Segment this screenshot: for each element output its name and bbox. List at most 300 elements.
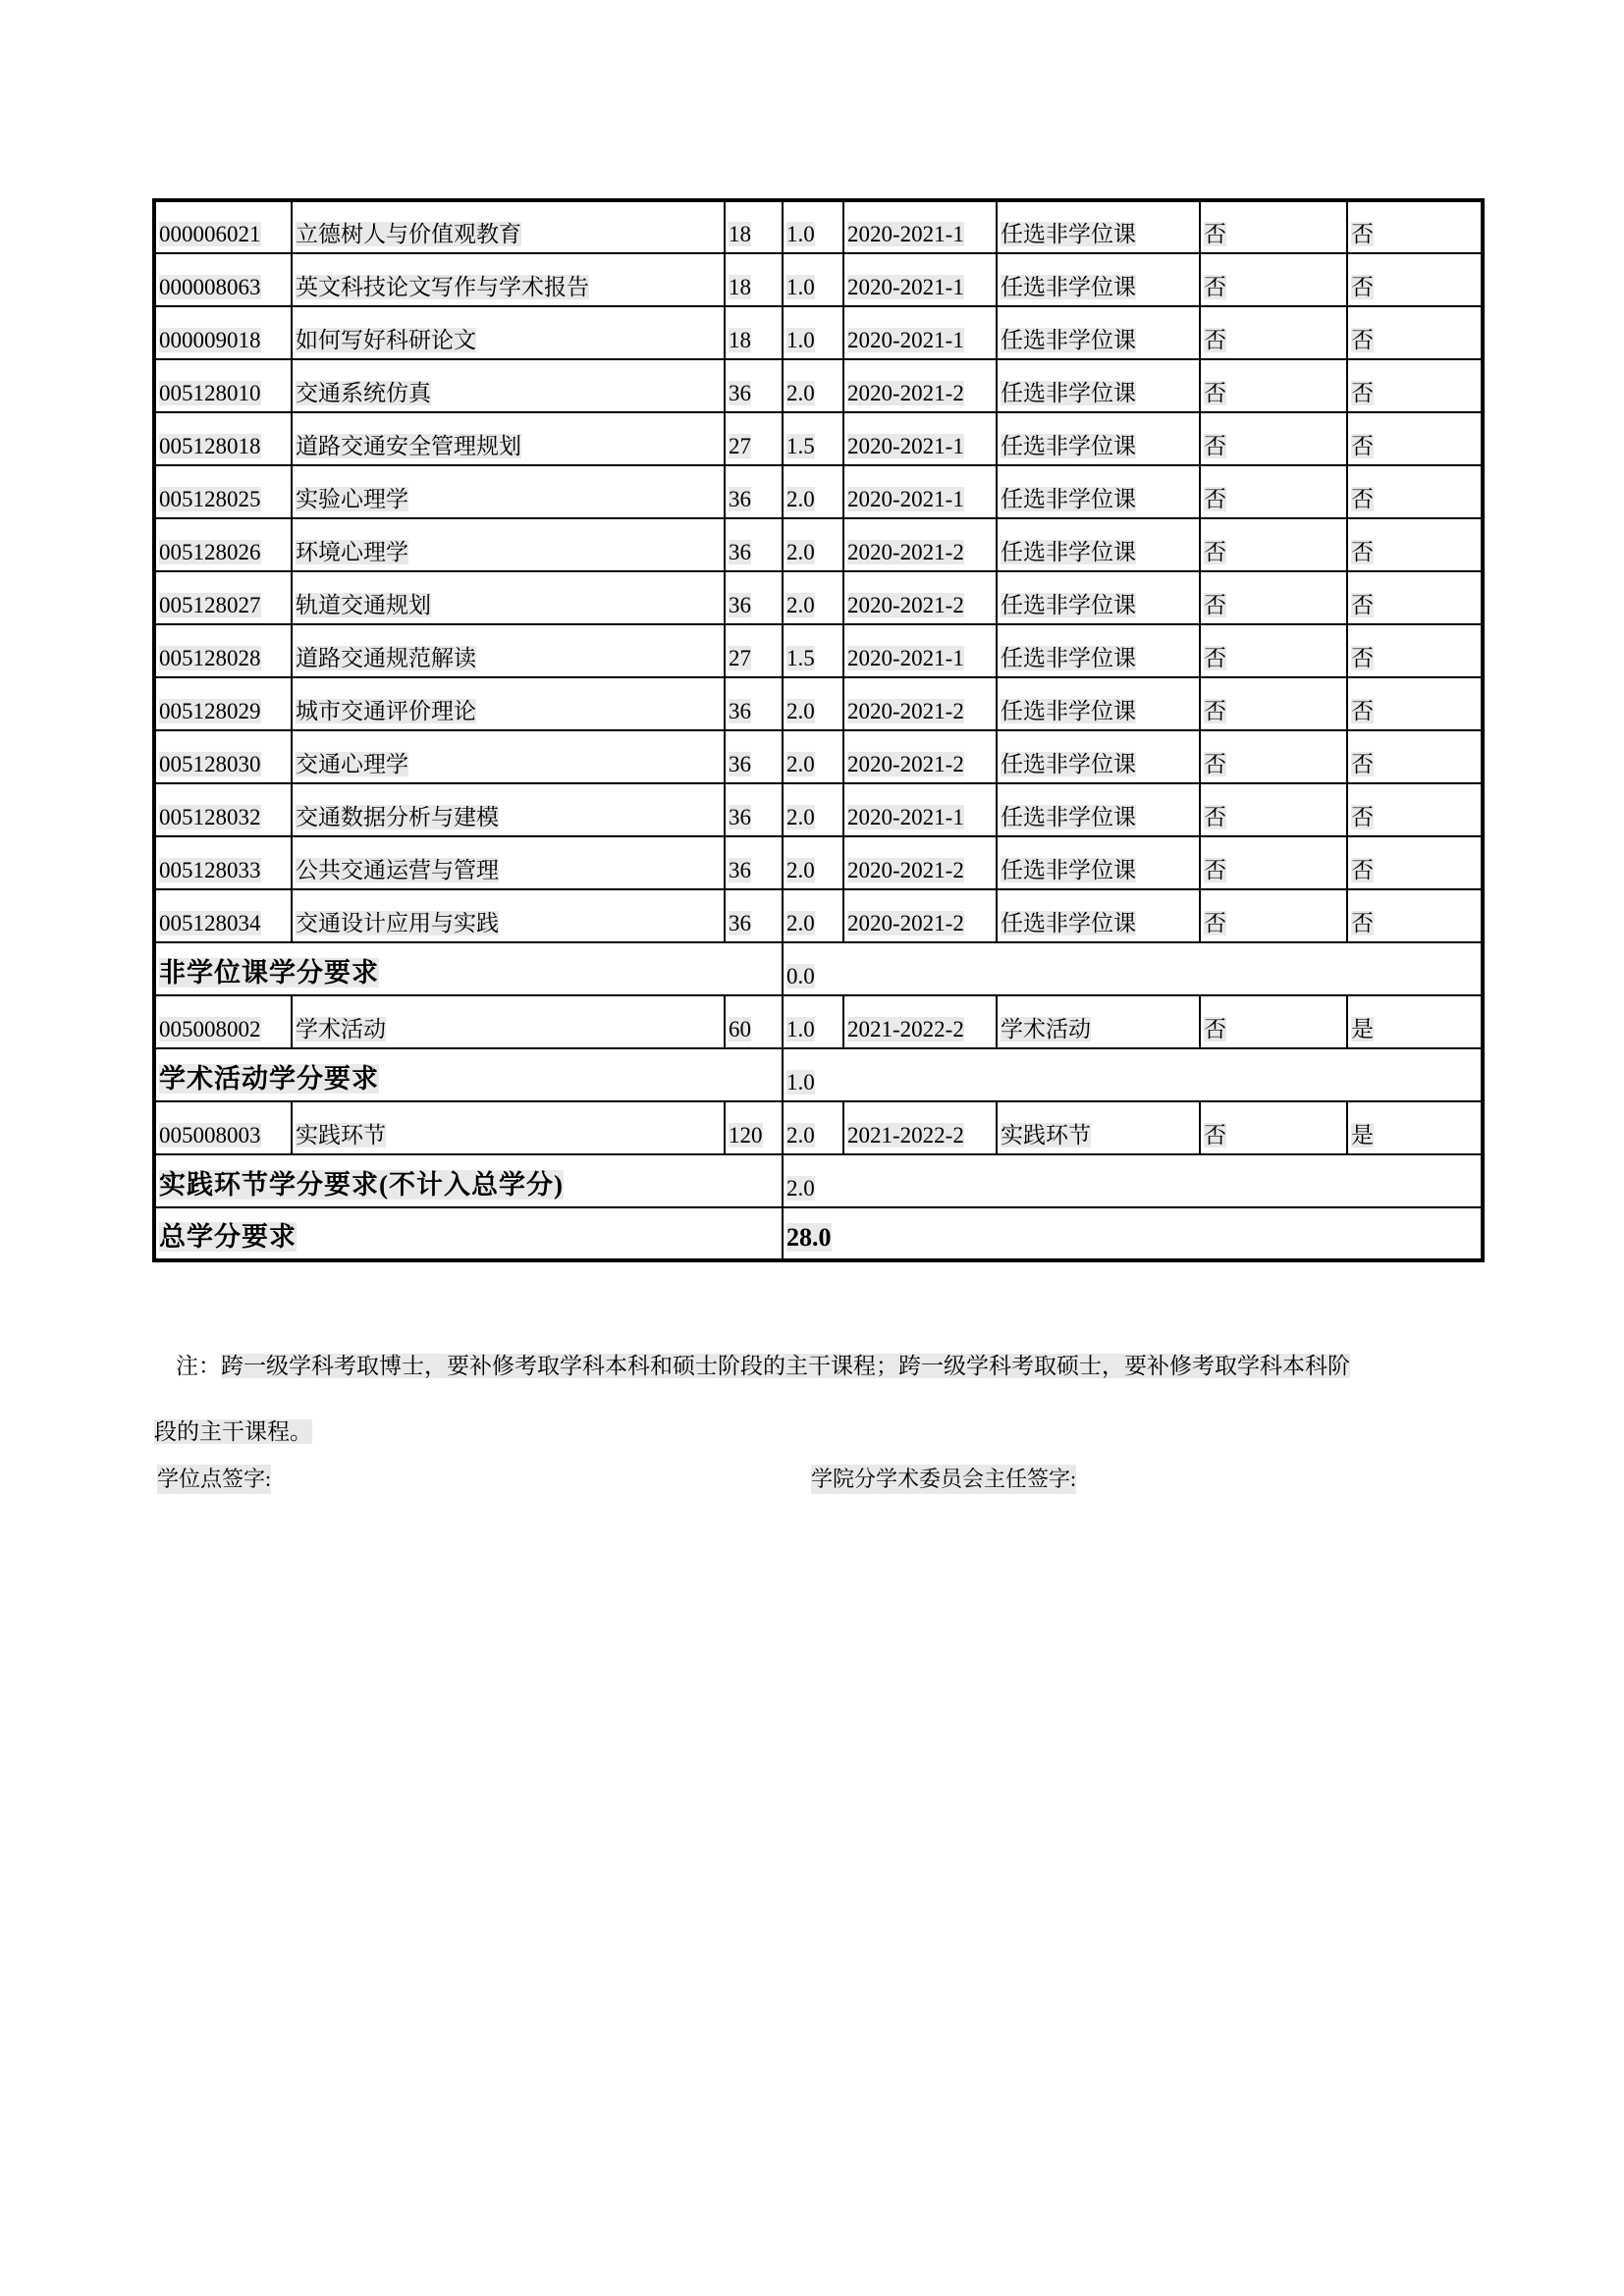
course-type-cell xyxy=(997,889,1200,942)
summary-row xyxy=(154,942,1483,995)
course-type-cell-text: 任选非学位课 xyxy=(1001,804,1136,829)
semester-cell-text: 2020-2021-1 xyxy=(847,804,964,829)
pass-flag-cell xyxy=(1347,518,1483,571)
hours-cell xyxy=(725,306,783,359)
course-code-cell xyxy=(154,200,292,253)
semester-cell xyxy=(843,518,997,571)
summary-value-text: 0.0 xyxy=(786,963,815,988)
course-name-cell xyxy=(292,783,725,836)
hours-cell xyxy=(725,889,783,942)
semester-cell xyxy=(843,836,997,889)
course-name-cell-text: 实践环节 xyxy=(296,1122,386,1148)
pass-flag-cell-text: 否 xyxy=(1351,486,1374,511)
credits-cell xyxy=(783,1101,843,1154)
hours-cell xyxy=(725,200,783,253)
degree-flag-cell xyxy=(1200,624,1347,677)
semester-cell-text: 2020-2021-2 xyxy=(847,592,964,617)
course-name-cell xyxy=(292,359,725,412)
note-paragraph xyxy=(154,1333,1488,1465)
pass-flag-cell xyxy=(1347,889,1483,942)
note-line-1 xyxy=(154,1333,1488,1399)
course-type-cell-text: 任选非学位课 xyxy=(1001,645,1136,670)
semester-cell-text: 2020-2021-2 xyxy=(847,857,964,882)
semester-cell xyxy=(843,995,997,1048)
semester-cell-text: 2020-2021-2 xyxy=(847,539,964,564)
hours-cell-text: 36 xyxy=(729,804,751,829)
credits-cell-text: 2.0 xyxy=(786,380,815,405)
degree-flag-cell xyxy=(1200,836,1347,889)
pass-flag-cell xyxy=(1347,1101,1483,1154)
table-row xyxy=(154,412,1483,465)
course-type-cell-text: 任选非学位课 xyxy=(1001,486,1136,511)
table-row xyxy=(154,783,1483,836)
hours-cell-text: 36 xyxy=(729,486,751,511)
semester-cell-text: 2020-2021-2 xyxy=(847,698,964,723)
summary-value-text: 2.0 xyxy=(786,1175,815,1201)
degree-flag-cell xyxy=(1200,1101,1347,1154)
course-type-cell xyxy=(997,624,1200,677)
credits-cell-text: 2.0 xyxy=(786,910,815,935)
pass-flag-cell xyxy=(1347,783,1483,836)
semester-cell-text: 2021-2022-2 xyxy=(847,1016,964,1041)
hours-cell-text: 36 xyxy=(729,857,751,882)
course-name-cell xyxy=(292,730,725,783)
course-type-cell xyxy=(997,253,1200,306)
course-code-cell xyxy=(154,306,292,359)
semester-cell-text: 2020-2021-1 xyxy=(847,645,964,670)
course-code-cell xyxy=(154,995,292,1048)
pass-flag-cell-text: 否 xyxy=(1351,539,1374,564)
hours-cell-text: 36 xyxy=(729,910,751,935)
pass-flag-cell xyxy=(1347,571,1483,624)
course-name-cell xyxy=(292,571,725,624)
degree-flag-cell-text: 否 xyxy=(1204,910,1226,935)
pass-flag-cell xyxy=(1347,836,1483,889)
degree-flag-cell xyxy=(1200,889,1347,942)
course-type-cell-text: 任选非学位课 xyxy=(1001,221,1136,246)
degree-flag-cell xyxy=(1200,465,1347,518)
course-name-cell xyxy=(292,412,725,465)
degree-flag-cell-text: 否 xyxy=(1204,221,1226,246)
pass-flag-cell-text: 否 xyxy=(1351,857,1374,882)
credits-cell xyxy=(783,359,843,412)
summary-label-text: 非学位课学分要求 xyxy=(159,958,379,988)
table-row xyxy=(154,200,1483,253)
credits-cell xyxy=(783,571,843,624)
degree-flag-cell xyxy=(1200,518,1347,571)
credits-cell xyxy=(783,836,843,889)
hours-cell-text: 18 xyxy=(729,274,751,299)
hours-cell-text: 18 xyxy=(729,327,751,352)
summary-row xyxy=(154,1048,1483,1101)
degree-flag-cell-text: 否 xyxy=(1204,274,1226,299)
pass-flag-cell-text: 是 xyxy=(1351,1016,1374,1041)
degree-flag-cell-text: 否 xyxy=(1204,592,1226,617)
degree-flag-cell xyxy=(1200,571,1347,624)
credits-cell-text: 2.0 xyxy=(786,1122,815,1148)
pass-flag-cell xyxy=(1347,412,1483,465)
course-type-cell-text: 任选非学位课 xyxy=(1001,539,1136,564)
pass-flag-cell xyxy=(1347,306,1483,359)
semester-cell-text: 2020-2021-1 xyxy=(847,486,964,511)
degree-flag-cell xyxy=(1200,200,1347,253)
pass-flag-cell-text: 否 xyxy=(1351,274,1374,299)
course-type-cell xyxy=(997,836,1200,889)
course-name-cell-text: 环境心理学 xyxy=(296,539,408,564)
course-type-cell-text: 任选非学位课 xyxy=(1001,857,1136,882)
hours-cell xyxy=(725,412,783,465)
hours-cell xyxy=(725,624,783,677)
credits-cell-text: 1.5 xyxy=(786,645,815,670)
semester-cell-text: 2020-2021-1 xyxy=(847,327,964,352)
hours-cell-text: 36 xyxy=(729,751,751,776)
course-type-cell xyxy=(997,465,1200,518)
degree-flag-cell-text: 否 xyxy=(1204,539,1226,564)
course-name-cell xyxy=(292,677,725,730)
table-row xyxy=(154,730,1483,783)
note-prefix: 注： xyxy=(176,1354,221,1378)
hours-cell xyxy=(725,518,783,571)
degree-flag-cell-text: 否 xyxy=(1204,1016,1226,1041)
course-code-cell-text: 005128028 xyxy=(159,645,261,670)
credits-cell xyxy=(783,465,843,518)
course-code-cell-text: 005008002 xyxy=(159,1016,261,1041)
semester-cell-text: 2020-2021-2 xyxy=(847,380,964,405)
degree-flag-cell-text: 否 xyxy=(1204,433,1226,458)
credits-cell-text: 2.0 xyxy=(786,804,815,829)
course-name-cell xyxy=(292,253,725,306)
hours-cell xyxy=(725,359,783,412)
course-name-cell-text: 交通数据分析与建模 xyxy=(296,804,499,829)
hours-cell xyxy=(725,253,783,306)
degree-flag-cell-text: 否 xyxy=(1204,698,1226,723)
pass-flag-cell-text: 否 xyxy=(1351,221,1374,246)
degree-flag-cell-text: 否 xyxy=(1204,327,1226,352)
course-type-cell-text: 学术活动 xyxy=(1001,1016,1091,1041)
hours-cell xyxy=(725,783,783,836)
course-code-cell xyxy=(154,677,292,730)
course-type-cell xyxy=(997,359,1200,412)
pass-flag-cell-text: 否 xyxy=(1351,751,1374,776)
course-code-cell-text: 005128026 xyxy=(159,539,261,564)
pass-flag-cell xyxy=(1347,359,1483,412)
course-type-cell-text: 任选非学位课 xyxy=(1001,433,1136,458)
hours-cell xyxy=(725,730,783,783)
semester-cell xyxy=(843,359,997,412)
credits-cell xyxy=(783,677,843,730)
summary-value-cell xyxy=(783,1207,1483,1260)
course-type-cell-text: 任选非学位课 xyxy=(1001,592,1136,617)
course-name-cell-text: 公共交通运营与管理 xyxy=(296,857,499,882)
course-code-cell xyxy=(154,359,292,412)
pass-flag-cell-text: 否 xyxy=(1351,433,1374,458)
table-row xyxy=(154,518,1483,571)
hours-cell xyxy=(725,836,783,889)
course-code-cell xyxy=(154,571,292,624)
pass-flag-cell-text: 否 xyxy=(1351,327,1374,352)
course-code-cell xyxy=(154,836,292,889)
course-type-cell-text: 任选非学位课 xyxy=(1001,274,1136,299)
summary-value-text: 1.0 xyxy=(786,1069,815,1095)
hours-cell-text: 120 xyxy=(729,1122,763,1148)
pass-flag-cell xyxy=(1347,200,1483,253)
course-name-cell-text: 道路交通安全管理规划 xyxy=(296,433,521,458)
summary-value-cell xyxy=(783,942,1483,995)
pass-flag-cell xyxy=(1347,730,1483,783)
pass-flag-cell-text: 否 xyxy=(1351,645,1374,670)
degree-flag-cell xyxy=(1200,306,1347,359)
course-name-cell-text: 交通心理学 xyxy=(296,751,408,776)
hours-cell-text: 36 xyxy=(729,380,751,405)
credits-cell-text: 2.0 xyxy=(786,539,815,564)
credits-cell xyxy=(783,200,843,253)
table-row xyxy=(154,995,1483,1048)
semester-cell-text: 2020-2021-1 xyxy=(847,433,964,458)
credits-cell-text: 1.0 xyxy=(786,221,815,246)
course-name-cell xyxy=(292,995,725,1048)
course-type-cell-text: 实践环节 xyxy=(1001,1122,1091,1148)
course-type-cell xyxy=(997,730,1200,783)
course-name-cell-text: 英文科技论文写作与学术报告 xyxy=(296,274,589,299)
table-row xyxy=(154,889,1483,942)
semester-cell-text: 2021-2022-2 xyxy=(847,1122,964,1148)
course-code-cell-text: 005128034 xyxy=(159,910,261,935)
pass-flag-cell-text: 是 xyxy=(1351,1122,1374,1148)
course-type-cell xyxy=(997,1101,1200,1154)
course-name-cell xyxy=(292,889,725,942)
course-code-cell-text: 000009018 xyxy=(159,327,261,352)
summary-label-cell xyxy=(154,1207,783,1260)
pass-flag-cell xyxy=(1347,995,1483,1048)
credits-cell xyxy=(783,730,843,783)
course-name-cell-text: 城市交通评价理论 xyxy=(296,698,476,723)
credits-cell-text: 1.0 xyxy=(786,1016,815,1041)
course-code-cell-text: 005128032 xyxy=(159,804,261,829)
course-name-cell xyxy=(292,624,725,677)
table-row xyxy=(154,359,1483,412)
pass-flag-cell-text: 否 xyxy=(1351,380,1374,405)
degree-flag-cell xyxy=(1200,412,1347,465)
table-row xyxy=(154,1101,1483,1154)
table-row xyxy=(154,253,1483,306)
semester-cell xyxy=(843,571,997,624)
course-name-cell-text: 交通系统仿真 xyxy=(296,380,431,405)
credits-cell-text: 1.0 xyxy=(786,274,815,299)
table-row xyxy=(154,624,1483,677)
pass-flag-cell xyxy=(1347,465,1483,518)
course-code-cell xyxy=(154,624,292,677)
note-line-2 xyxy=(154,1399,1488,1465)
pass-flag-cell-text: 否 xyxy=(1351,910,1374,935)
table-row xyxy=(154,836,1483,889)
course-type-cell xyxy=(997,200,1200,253)
course-code-cell xyxy=(154,412,292,465)
course-type-cell-text: 任选非学位课 xyxy=(1001,327,1136,352)
course-plan-table xyxy=(152,198,1485,1262)
course-code-cell-text: 005128018 xyxy=(159,433,261,458)
course-type-cell-text: 任选非学位课 xyxy=(1001,910,1136,935)
course-code-cell xyxy=(154,1101,292,1154)
degree-flag-cell xyxy=(1200,995,1347,1048)
summary-row xyxy=(154,1154,1483,1207)
degree-flag-cell-text: 否 xyxy=(1204,486,1226,511)
credits-cell xyxy=(783,783,843,836)
course-name-cell xyxy=(292,1101,725,1154)
summary-label-cell xyxy=(154,1048,783,1101)
summary-row xyxy=(154,1207,1483,1260)
semester-cell xyxy=(843,306,997,359)
pass-flag-cell xyxy=(1347,677,1483,730)
pass-flag-cell xyxy=(1347,253,1483,306)
course-code-cell-text: 000008063 xyxy=(159,274,261,299)
hours-cell xyxy=(725,677,783,730)
course-code-cell xyxy=(154,783,292,836)
degree-flag-cell xyxy=(1200,730,1347,783)
course-code-cell-text: 005008003 xyxy=(159,1122,261,1148)
credits-cell xyxy=(783,995,843,1048)
course-type-cell xyxy=(997,518,1200,571)
credits-cell-text: 2.0 xyxy=(786,857,815,882)
course-name-cell-text: 轨道交通规划 xyxy=(296,592,431,617)
course-name-cell xyxy=(292,836,725,889)
hours-cell-text: 36 xyxy=(729,592,751,617)
degree-flag-cell xyxy=(1200,253,1347,306)
course-code-cell xyxy=(154,518,292,571)
credits-cell-text: 1.5 xyxy=(786,433,815,458)
course-type-cell xyxy=(997,995,1200,1048)
semester-cell xyxy=(843,412,997,465)
pass-flag-cell-text: 否 xyxy=(1351,804,1374,829)
hours-cell-text: 36 xyxy=(729,698,751,723)
credits-cell xyxy=(783,412,843,465)
semester-cell xyxy=(843,889,997,942)
semester-cell xyxy=(843,200,997,253)
semester-cell-text: 2020-2021-2 xyxy=(847,751,964,776)
summary-value-text: 28.0 xyxy=(786,1223,832,1253)
course-code-cell xyxy=(154,253,292,306)
course-name-cell-text: 学术活动 xyxy=(296,1016,386,1041)
semester-cell xyxy=(843,730,997,783)
course-code-cell xyxy=(154,465,292,518)
course-code-cell xyxy=(154,730,292,783)
semester-cell xyxy=(843,624,997,677)
course-name-cell xyxy=(292,306,725,359)
degree-flag-cell xyxy=(1200,677,1347,730)
hours-cell-text: 27 xyxy=(729,433,751,458)
summary-label-cell xyxy=(154,942,783,995)
degree-flag-cell-text: 否 xyxy=(1204,645,1226,670)
course-name-cell-text: 道路交通规范解读 xyxy=(296,645,476,670)
note-text-line2: 段的主干课程。 xyxy=(154,1419,312,1444)
course-type-cell xyxy=(997,677,1200,730)
summary-label-text: 实践环节学分要求(不计入总学分) xyxy=(159,1170,564,1201)
hours-cell xyxy=(725,995,783,1048)
credits-cell-text: 2.0 xyxy=(786,751,815,776)
summary-label-cell xyxy=(154,1154,783,1207)
hours-cell-text: 36 xyxy=(729,539,751,564)
semester-cell-text: 2020-2021-1 xyxy=(847,221,964,246)
semester-cell-text: 2020-2021-2 xyxy=(847,910,964,935)
semester-cell xyxy=(843,677,997,730)
degree-flag-cell-text: 否 xyxy=(1204,857,1226,882)
semester-cell xyxy=(843,1101,997,1154)
note-text-line1: 跨一级学科考取博士，要补修考取学科本科和硕士阶段的主干课程；跨一级学科考取硕士，要补修考取学科本科阶 xyxy=(221,1354,1350,1378)
hours-cell xyxy=(725,571,783,624)
hours-cell xyxy=(725,465,783,518)
committee-director-signature-label: 学院分学术委员会主任签字: xyxy=(811,1465,1076,1494)
course-type-cell-text: 任选非学位课 xyxy=(1001,380,1136,405)
degree-point-signature-label: 学位点签字: xyxy=(157,1465,271,1494)
hours-cell xyxy=(725,1101,783,1154)
credits-cell-text: 1.0 xyxy=(786,327,815,352)
pass-flag-cell-text: 否 xyxy=(1351,592,1374,617)
table-row xyxy=(154,306,1483,359)
table-row xyxy=(154,571,1483,624)
course-name-cell-text: 交通设计应用与实践 xyxy=(296,910,499,935)
course-code-cell-text: 005128030 xyxy=(159,751,261,776)
course-code-cell-text: 005128010 xyxy=(159,380,261,405)
summary-value-cell xyxy=(783,1154,1483,1207)
course-type-cell-text: 任选非学位课 xyxy=(1001,751,1136,776)
credits-cell-text: 2.0 xyxy=(786,486,815,511)
degree-flag-cell-text: 否 xyxy=(1204,1122,1226,1148)
course-name-cell-text: 立德树人与价值观教育 xyxy=(296,221,521,246)
table-row xyxy=(154,677,1483,730)
table-row xyxy=(154,465,1483,518)
course-code-cell-text: 005128029 xyxy=(159,698,261,723)
credits-cell-text: 2.0 xyxy=(786,698,815,723)
degree-flag-cell-text: 否 xyxy=(1204,751,1226,776)
credits-cell xyxy=(783,624,843,677)
course-type-cell-text: 任选非学位课 xyxy=(1001,698,1136,723)
summary-value-cell xyxy=(783,1048,1483,1101)
credits-cell xyxy=(783,253,843,306)
course-code-cell-text: 000006021 xyxy=(159,221,261,246)
semester-cell xyxy=(843,253,997,306)
course-name-cell xyxy=(292,518,725,571)
course-code-cell-text: 005128025 xyxy=(159,486,261,511)
course-name-cell-text: 实验心理学 xyxy=(296,486,408,511)
course-code-cell-text: 005128033 xyxy=(159,857,261,882)
credits-cell xyxy=(783,518,843,571)
summary-label-text: 学术活动学分要求 xyxy=(159,1064,379,1095)
course-name-cell xyxy=(292,465,725,518)
semester-cell xyxy=(843,783,997,836)
summary-label-text: 总学分要求 xyxy=(159,1222,297,1253)
course-name-cell xyxy=(292,200,725,253)
course-name-cell-text: 如何写好科研论文 xyxy=(296,327,476,352)
degree-flag-cell-text: 否 xyxy=(1204,804,1226,829)
hours-cell-text: 27 xyxy=(729,645,751,670)
degree-flag-cell xyxy=(1200,359,1347,412)
credits-cell xyxy=(783,889,843,942)
hours-cell-text: 18 xyxy=(729,221,751,246)
credits-cell xyxy=(783,306,843,359)
credits-cell-text: 2.0 xyxy=(786,592,815,617)
pass-flag-cell-text: 否 xyxy=(1351,698,1374,723)
course-type-cell xyxy=(997,412,1200,465)
degree-flag-cell-text: 否 xyxy=(1204,380,1226,405)
course-code-cell xyxy=(154,889,292,942)
semester-cell-text: 2020-2021-1 xyxy=(847,274,964,299)
course-type-cell xyxy=(997,783,1200,836)
pass-flag-cell xyxy=(1347,624,1483,677)
course-type-cell xyxy=(997,306,1200,359)
course-type-cell xyxy=(997,571,1200,624)
semester-cell xyxy=(843,465,997,518)
degree-flag-cell xyxy=(1200,783,1347,836)
course-code-cell-text: 005128027 xyxy=(159,592,261,617)
